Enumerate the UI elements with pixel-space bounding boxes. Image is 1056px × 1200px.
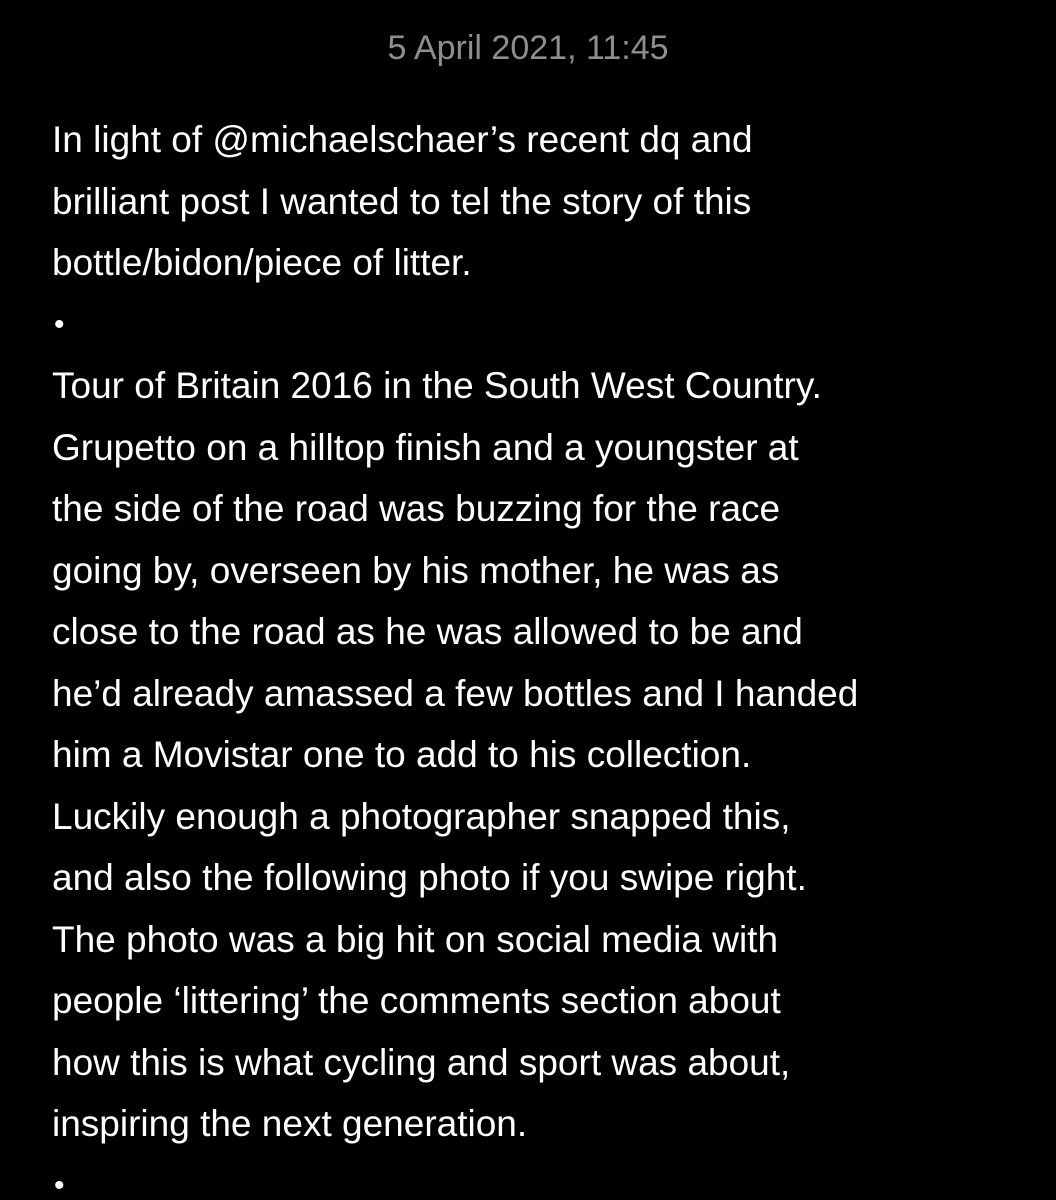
note-line: him a Movistar one to add to his collection.: [52, 734, 752, 775]
note-line: close to the road as he was allowed to be and: [52, 611, 803, 652]
note-line: bottle/bidon/piece of litter.: [52, 242, 472, 283]
bullet-separator: [52, 1155, 1032, 1200]
bullet-glyph: •: [54, 307, 65, 341]
bullet-glyph: •: [54, 1168, 65, 1200]
note-line: Luckily enough a photographer snapped this,: [52, 795, 791, 837]
note-timestamp: 5 April 2021, 11:45: [387, 29, 669, 67]
note-line: going by, overseen by his mother, he was as: [52, 549, 780, 591]
note-line: he’d already amassed a few bottles and I handed: [52, 672, 859, 714]
note-line: Grupetto on a hilltop finish and a youngster at: [52, 426, 799, 468]
note-line: Tour of Britain 2016 in the South West Country.: [52, 365, 822, 406]
note-body[interactable]: [52, 109, 1032, 1200]
note-line: inspiring the next generation.: [52, 1103, 528, 1144]
note-line: In light of @michaelschaer’s recent dq and: [52, 119, 753, 160]
note-line: the side of the road was buzzing for the race: [52, 488, 781, 529]
note-line: people ‘littering’ the comments section about: [52, 980, 781, 1021]
note-line: and also the following photo if you swipe right.: [52, 857, 807, 898]
note-line: The photo was a big hit on social media with: [52, 918, 779, 960]
note-line: how this is what cycling and sport was about,: [52, 1041, 791, 1083]
note-line: brilliant post I wanted to tel the story of this: [52, 180, 752, 222]
bullet-separator: [52, 294, 1032, 356]
